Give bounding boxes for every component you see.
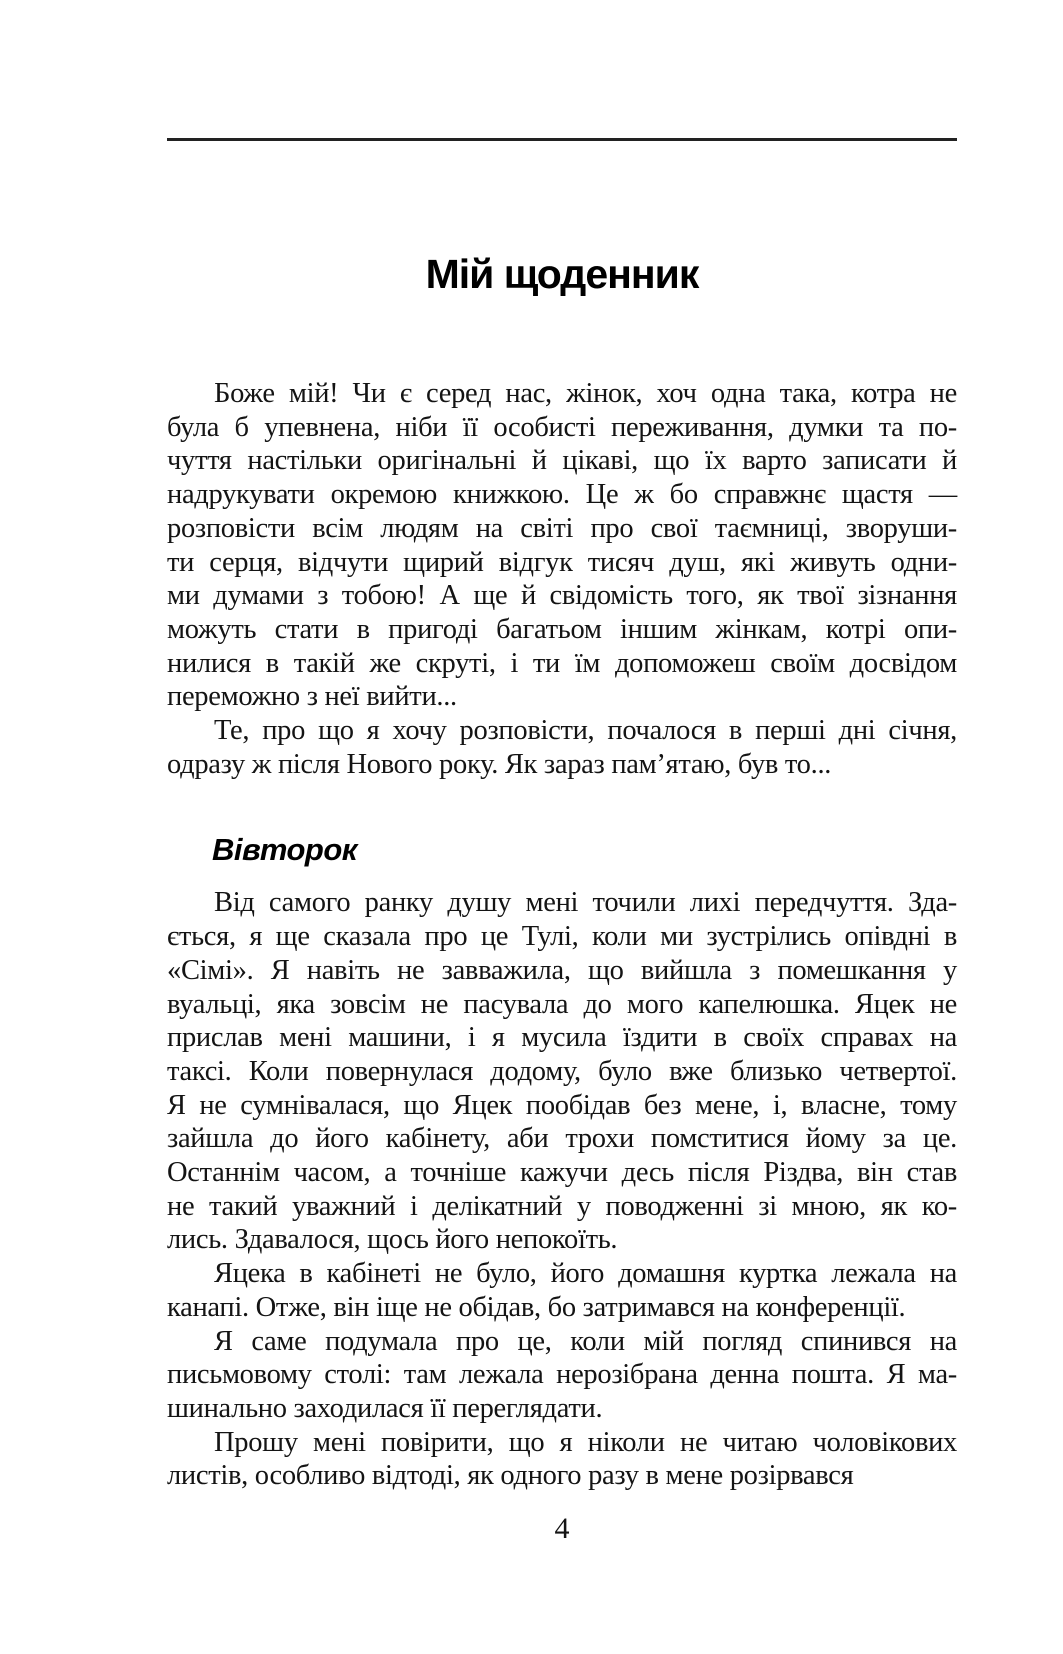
text-line: чуття настільки оригінальні й цікаві, що їх варто записати й xyxy=(167,445,957,477)
text-line: письмовому столі: там лежала нерозібрана денна пошта. Я ма- xyxy=(167,1359,957,1391)
text-line: Останнім часом, а точніше кажучи десь після Різдва, він став xyxy=(167,1157,957,1189)
text-line: ми думами з тобою! А ще й свідомість того, як твої зізнання xyxy=(167,580,957,612)
text-line: лись. Здавалося, щось його непокоїть. xyxy=(167,1224,618,1256)
chapter-title: Мій щоденник xyxy=(425,251,699,297)
text-line: ти серця, відчути щирий відгук тисяч душ, які живуть одни- xyxy=(167,546,957,578)
text-line: канапі. Отже, він іще не обідав, бо затримався на конференції. xyxy=(167,1291,906,1323)
text-line: не такий уважний і делікатний у поводженні зі мною, як ко- xyxy=(167,1190,957,1222)
page-number: 4 xyxy=(554,1512,570,1545)
text-line: Боже мій! Чи є серед нас, жінок, хоч одна така, котра не xyxy=(214,378,957,409)
text-line: розповісти всім людям на світі про свої таємниці, зворуши- xyxy=(167,512,957,544)
text-line: прислав мені машини, і я мусила їздити в своїх справах на xyxy=(167,1022,957,1054)
paragraph xyxy=(167,886,957,1257)
text-line: надрукувати окремою книжкою. Це ж бо справжнє щастя — xyxy=(167,479,957,511)
text-line: шинально заходилася її переглядати. xyxy=(167,1392,603,1424)
text-line: «Сімі». Я навіть не завважила, що вийшла з помешкання у xyxy=(167,954,957,986)
text-line: Від самого ранку душу мені точили лихі передчуття. Зда- xyxy=(214,887,957,919)
text-line: зайшла до його кабінету, аби трохи помститися йому за це. xyxy=(167,1123,957,1155)
header-rule xyxy=(167,138,957,141)
text-line: можуть стати в пригоді багатьом іншим жінкам, котрі опи- xyxy=(167,613,957,645)
paragraph xyxy=(167,377,957,714)
body-text xyxy=(167,377,957,1493)
paragraph xyxy=(167,1426,957,1493)
text-line: ється, я ще сказала про це Тулі, коли ми зустрілись опівдні в xyxy=(167,921,957,953)
paragraph xyxy=(167,1257,957,1324)
text-line: Яцека в кабінеті не було, його домашня куртка лежала на xyxy=(214,1258,957,1290)
text-line: Я саме подумала про це, коли мій погляд спинився на xyxy=(214,1325,957,1357)
text-line: Те, про що я хочу розповісти, почалося в перші дні січня, xyxy=(214,715,957,747)
text-line: переможно з неї вийти... xyxy=(167,681,457,713)
text-line: вуальці, яка зовсім не пасувала до мого капелюшка. Яцек не xyxy=(167,988,957,1020)
text-line: таксі. Коли повернулася додому, було вже близько четвертої. xyxy=(167,1055,957,1087)
text-line: Я не сумнівалася, що Яцек пообідав без мене, і, власне, тому xyxy=(167,1089,957,1121)
text-line: Прошу мені повірити, що я ніколи не читаю чоловікових xyxy=(214,1426,957,1458)
paragraph xyxy=(167,714,957,781)
text-line: одразу ж після Нового року. Як зараз пам’ятаю, був то... xyxy=(167,748,832,780)
paragraph xyxy=(167,1325,957,1426)
text-line: листів, особливо відтоді, як одного разу в мене розірвався xyxy=(167,1460,854,1492)
text-line: була б упевнена, ніби її особисті переживання, думки та по- xyxy=(167,411,957,443)
section-heading: Вівторок xyxy=(212,832,357,868)
text-line: нилися в такій же скруті, і ти їм допоможеш своїм досвідом xyxy=(167,647,957,679)
